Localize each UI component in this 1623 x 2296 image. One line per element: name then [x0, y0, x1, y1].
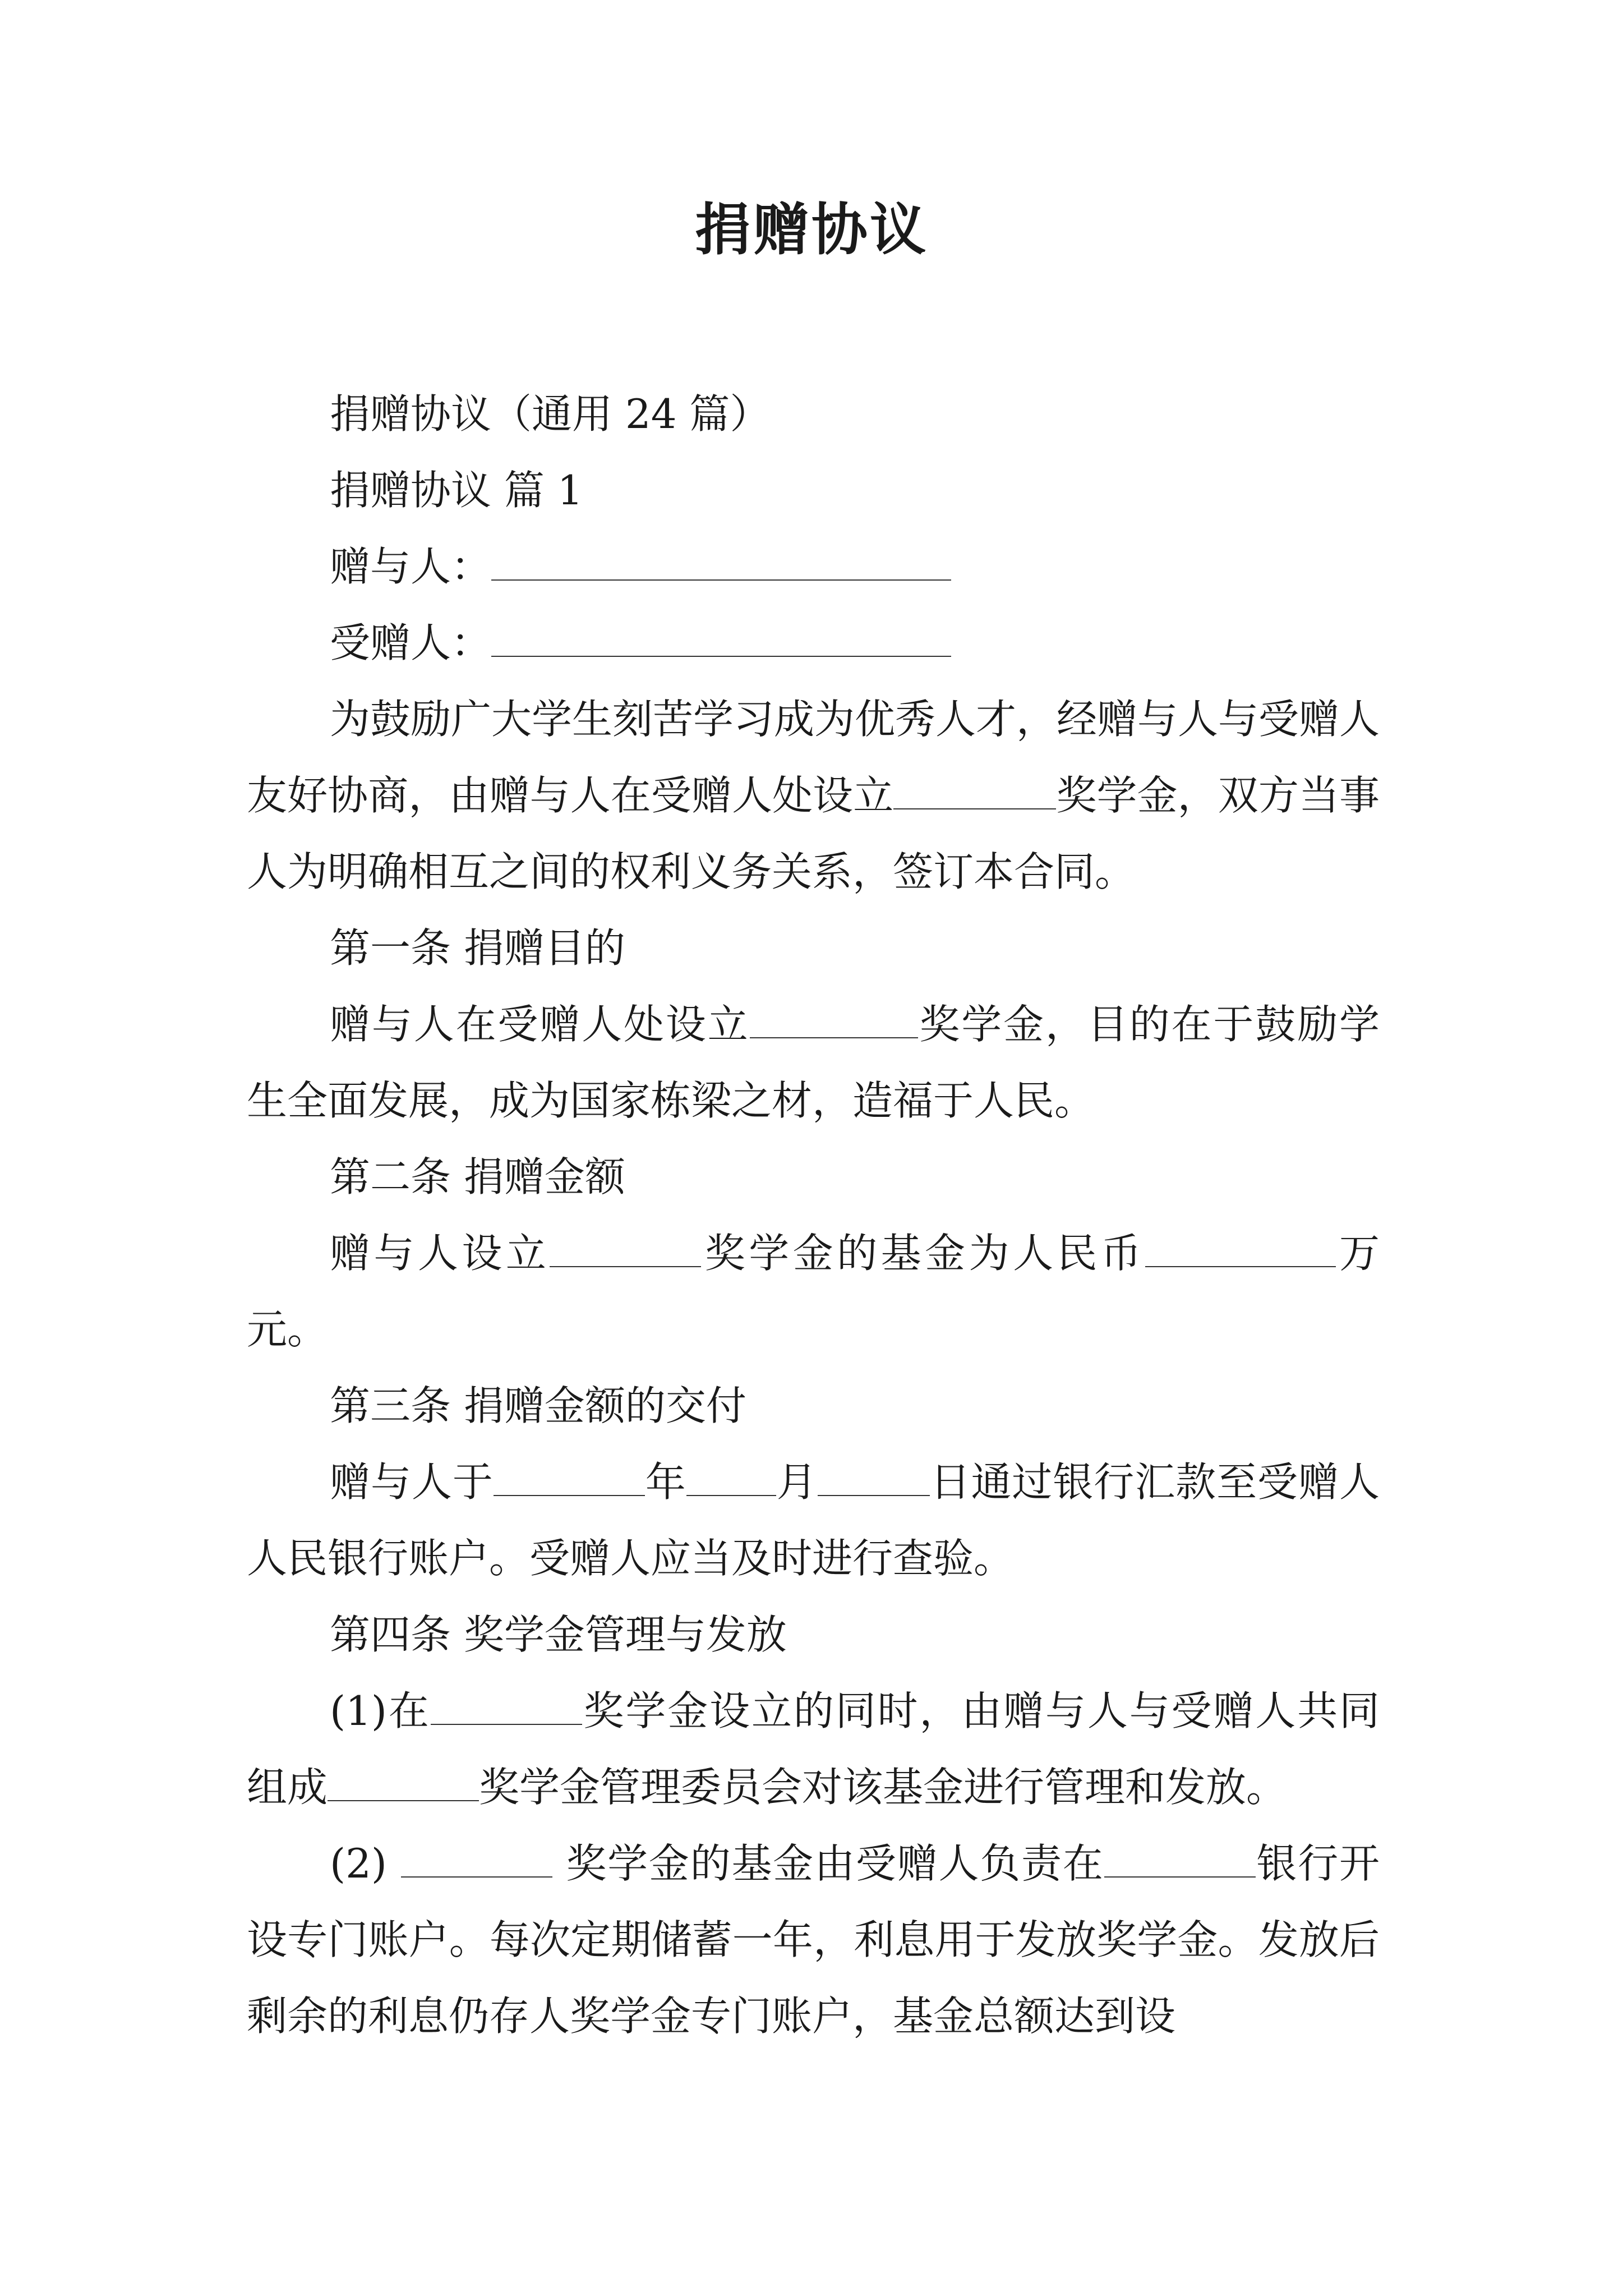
subtitle: 捐赠协议（通用 24 篇）	[330, 390, 771, 438]
donor-line	[247, 528, 1380, 605]
article2-heading: 第二条 捐赠金额	[330, 1153, 625, 1200]
scholarship-name-blank	[893, 770, 1056, 809]
scholarship-name-blank	[401, 1838, 552, 1878]
donee-line	[247, 605, 1380, 681]
scholarship-name-blank	[328, 1762, 479, 1801]
donee-blank	[491, 618, 951, 657]
preamble-paragraph: 为鼓励广大学生刻苦学习成为优秀人才，经赠与人与受赠人友好协商，由赠与人在受赠人处设立 奖学金，双方当事人为明确相互之间的权利义务关系，签订本合同。	[247, 696, 1380, 895]
section-heading: 捐赠协议 篇 1	[330, 467, 583, 514]
document-title: 捐赠协议	[695, 197, 928, 263]
donor-blank	[491, 541, 951, 581]
day-blank	[818, 1457, 930, 1496]
donee-label: 受赠人：	[330, 619, 492, 666]
scholarship-name-blank	[750, 999, 918, 1038]
year-blank	[494, 1457, 645, 1496]
article4-item2: (2) 奖学金的基金由受赠人负责在 银行开设专门账户。每次定期储蓄一年，利息用于发放奖学金。发放后剩余的利息仍存人奖学金专门账户，基金总额达到设	[247, 1825, 1380, 2054]
article1-paragraph: 赠与人在受赠人处设立 奖学金，目的在于鼓励学生全面发展，成为国家栋梁之材，造福于人民。	[247, 986, 1380, 1139]
amount-blank	[1145, 1228, 1336, 1267]
article3-paragraph: 赠与人于 年 月 日通过银行汇款至受赠人人民银行账户。受赠人应当及时进行查验。	[247, 1444, 1380, 1596]
article4-heading: 第四条 奖学金管理与发放	[330, 1611, 787, 1658]
donor-label: 赠与人：	[330, 543, 492, 590]
month-blank	[686, 1457, 776, 1496]
article2-paragraph: 赠与人设立 奖学金的基金为人民币 万元。	[247, 1215, 1380, 1368]
document-body	[247, 376, 1380, 2054]
article1-heading: 第一条 捐赠目的	[330, 924, 625, 972]
scholarship-name-blank	[431, 1686, 582, 1725]
article3-heading: 第三条 捐赠金额的交付	[330, 1382, 746, 1429]
scholarship-name-blank	[550, 1228, 701, 1267]
article4-item1: (1)在 奖学金设立的同时，由赠与人与受赠人共同组成 奖学金管理委员会对该基金进行管理和发放。	[247, 1673, 1380, 1825]
bank-name-blank	[1104, 1838, 1256, 1878]
